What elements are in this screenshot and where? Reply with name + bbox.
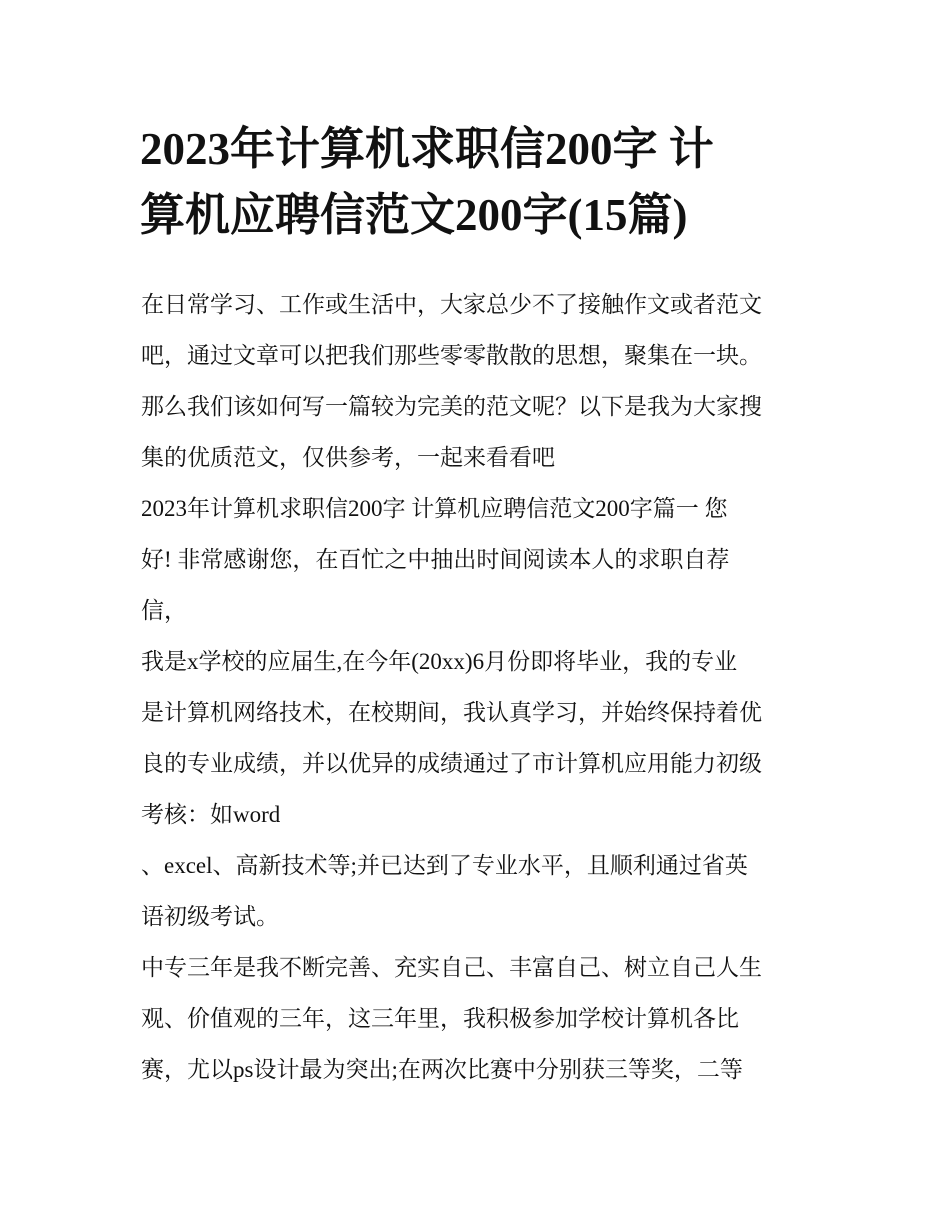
text-line: 赛，尤以ps设计最为突出;在两次比赛中分别获三等奖，二等 (141, 1057, 743, 1082)
paragraph-skills (141, 840, 821, 942)
text-line: 语初级考试。 (141, 904, 279, 929)
text-line: 2023年计算机求职信200字 计算机应聘信范文200字篇一 您 (141, 496, 728, 521)
text-line: 集的优质范文，仅供参考，一起来看看吧 (141, 445, 555, 470)
paragraph-self-intro (141, 636, 821, 840)
paragraph-experience (141, 942, 821, 1095)
paragraph-greeting (141, 483, 821, 636)
text-line: 良的专业成绩，并以优异的成绩通过了市计算机应用能力初级 (141, 751, 762, 776)
text-line: 观、价值观的三年，这三年里，我积极参加学校计算机各比 (141, 1006, 739, 1031)
document-title (140, 116, 820, 248)
document-body (141, 279, 821, 1095)
text-line: 是计算机网络技术，在校期间，我认真学习，并始终保持着优 (141, 700, 762, 725)
text-line: 、excel、高新技术等;并已达到了专业水平，且顺利通过省英 (141, 853, 748, 878)
text-line: 我是x学校的应届生,在今年(20xx)6月份即将毕业，我的专业 (141, 649, 738, 674)
title-line: 算机应聘信范文200字(15篇) (140, 190, 688, 240)
text-line: 考核：如word (141, 802, 281, 827)
paragraph-intro (141, 279, 821, 483)
text-line: 在日常学习、工作或生活中，大家总少不了接触作文或者范文 (141, 292, 762, 317)
title-line: 2023年计算机求职信200字 计 (140, 124, 714, 174)
text-line: 好! 非常感谢您，在百忙之中抽出时间阅读本人的求职自荐 (141, 547, 730, 572)
text-line: 中专三年是我不断完善、充实自己、丰富自己、树立自己人生 (141, 955, 762, 980)
text-line: 那么我们该如何写一篇较为完美的范文呢？以下是我为大家搜 (141, 394, 762, 419)
text-line: 信， (141, 598, 187, 623)
text-line: 吧，通过文章可以把我们那些零零散散的思想，聚集在一块。 (141, 343, 762, 368)
